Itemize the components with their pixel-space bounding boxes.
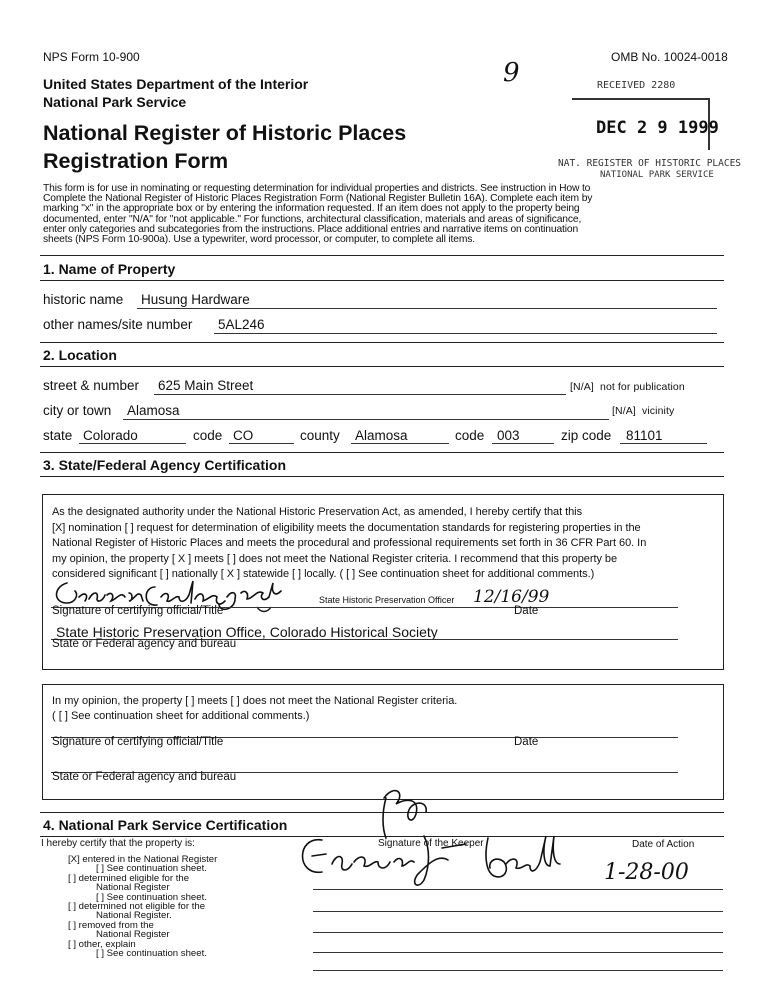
sho-date-label: Date — [514, 605, 539, 617]
section2-heading: 2. Location — [43, 347, 117, 363]
stamp-line1: NAT. REGISTER OF HISTORIC PLACES — [558, 158, 742, 169]
option-entered-continuation[interactable]: [ ] See continuation sheet. — [96, 863, 207, 875]
instructions-line3: marking "x" in the appropriate box or by entering the information requested. If an item does not apply to the property being — [43, 203, 580, 215]
option-eligible-continuation[interactable]: [ ] See continuation sheet. — [96, 891, 207, 903]
stamp-line2: NATIONAL PARK SERVICE — [600, 170, 714, 180]
signature-label: Signature of certifying official/Title — [52, 605, 224, 617]
option-eligible[interactable]: [ ] determined eligible for the — [68, 872, 190, 884]
vicinity-label: vicinity — [642, 405, 675, 417]
state-value[interactable]: Colorado — [83, 428, 138, 443]
date-action-value[interactable]: 1-28-00 — [604, 860, 689, 885]
sho-date-value[interactable]: 12/16/99 — [473, 587, 550, 607]
keeper-line-1 — [313, 889, 723, 890]
county-underline — [351, 443, 449, 444]
city-label: city or town — [43, 403, 112, 418]
keeper-signature — [292, 778, 572, 894]
street-underline — [154, 394, 566, 395]
keeper-line-5 — [313, 970, 723, 971]
officer-title: State Historic Preservation Officer — [319, 595, 455, 605]
keeper-line-3 — [313, 932, 723, 933]
instructions-line1: This form is for use in nominating or requesting determination for individual properties and districts. See instruction in How to — [43, 183, 591, 194]
zip-value[interactable]: 81101 — [626, 428, 663, 443]
state-code-underline — [229, 443, 294, 444]
vicinity-na[interactable]: [N/A] — [612, 405, 636, 417]
option-other-continuation[interactable]: [ ] See continuation sheet. — [96, 948, 207, 960]
historic-name-label: historic name — [43, 292, 124, 307]
section2-bottom-rule — [40, 366, 724, 367]
cert-line3: National Register of Historic Places and meets the procedural and professional requirements set forth in 36 CFR Part 60. In — [52, 537, 647, 550]
section3-bottom-rule — [40, 476, 724, 477]
agency-value[interactable]: State Historic Preservation Office, Colorado Historical Society — [56, 624, 438, 640]
dept-line2: National Park Service — [43, 94, 187, 110]
form-title-line2: Registration Form — [43, 149, 229, 173]
opinion-line1: In my opinion, the property [ ] meets [ ] does not meet the National Register criteria. — [52, 695, 458, 707]
dept-line1: United States Department of the Interior — [43, 76, 309, 92]
zip-label: zip code — [561, 428, 612, 443]
city-value[interactable]: Alamosa — [127, 403, 180, 418]
street-label: street & number — [43, 378, 140, 393]
instructions-line4: documented, enter "N/A" for "not applicable." For functions, architectural classification, materials and areas of significance, — [43, 213, 582, 225]
county-code-label: code — [455, 428, 485, 443]
county-code-value[interactable]: 003 — [497, 428, 520, 443]
section3-top-rule — [40, 452, 724, 453]
historic-name-underline — [137, 308, 717, 309]
option-not-eligible-register: National Register. — [96, 910, 172, 922]
signature-label-2: Signature of certifying official/Title — [52, 736, 224, 748]
section1-top-rule — [40, 255, 724, 256]
county-code-underline — [492, 443, 554, 444]
option-removed-register: National Register — [96, 929, 170, 941]
section1-heading: 1. Name of Property — [43, 261, 176, 277]
cert-line4: my opinion, the property [ X ] meets [ ] does not meet the National Register criteria. I recommend that this property be — [52, 552, 618, 565]
handwritten-mark: 9 — [503, 58, 520, 88]
option-other[interactable]: [ ] other, explain — [68, 938, 136, 950]
other-names-underline — [214, 333, 717, 334]
keeper-line-4 — [313, 952, 723, 953]
agency-label-2: State or Federal agency and bureau — [52, 771, 237, 783]
keeper-label: Signature of the Keeper — [378, 838, 484, 849]
instructions-line2: Complete the National Register of Historic Places Registration Form (National Register Bulletin 16A). Complete each item by — [43, 193, 593, 205]
state-underline — [79, 443, 186, 444]
form-number: NPS Form 10-900 — [43, 50, 140, 64]
city-underline — [123, 419, 609, 420]
instructions-line5: enter only categories and subcategories from the instructions. Place additional entries and narrative items on continuation — [43, 223, 579, 235]
stamp-received: RECEIVED 2280 — [597, 80, 676, 91]
state-label: state — [43, 428, 73, 443]
nps-options — [68, 855, 217, 958]
omb-number: OMB No. 10024-0018 — [611, 50, 728, 64]
opinion-date-label: Date — [514, 736, 539, 748]
state-certification-box — [42, 494, 724, 670]
section4-heading: 4. National Park Service Certification — [43, 817, 288, 833]
other-names-label: other names/site number — [43, 317, 193, 332]
date-action-label: Date of Action — [632, 839, 695, 850]
publication-na[interactable]: [N/A] — [570, 381, 594, 393]
cert-line1: As the designated authority under the National Historic Preservation Act, as amended, I hereby certify that this — [52, 506, 583, 518]
state-code-label: code — [193, 428, 223, 443]
option-eligible-register: National Register — [96, 882, 170, 894]
county-value[interactable]: Alamosa — [355, 428, 408, 443]
state-code-value[interactable]: CO — [233, 428, 254, 443]
keeper-line-2 — [313, 911, 723, 912]
option-entered[interactable]: [X] entered in the National Register — [68, 854, 218, 865]
publication-label: not for publication — [600, 381, 685, 393]
section2-top-rule — [40, 342, 724, 343]
form-title-line1: National Register of Historic Places — [43, 121, 407, 145]
cert-line2: [X] nomination [ ] request for determination of eligibility meets the documentation standards for registering properties in the — [52, 521, 641, 534]
certification-text — [52, 505, 646, 583]
other-names-value[interactable]: 5AL246 — [218, 317, 265, 332]
opinion-line2: ( [ ] See continuation sheet for additional comments.) — [52, 710, 310, 722]
option-not-eligible[interactable]: [ ] determined not eligible for the — [68, 901, 206, 913]
section1-bottom-rule — [40, 280, 724, 281]
section3-heading: 3. State/Federal Agency Certification — [43, 457, 286, 473]
instructions-line6: sheets (NPS Form 10-900a). Use a typewriter, word processor, or computer, to complete all items. — [43, 234, 475, 246]
county-label: county — [300, 428, 340, 443]
zip-underline — [620, 443, 707, 444]
stamp-date: DEC 2 9 1999 — [596, 118, 719, 138]
historic-name-value[interactable]: Husung Hardware — [141, 292, 250, 307]
option-removed[interactable]: [ ] removed from the — [68, 919, 154, 931]
cert-line5: considered significant [ ] nationally [ X ] statewide [ ] locally. ( [ ] See continuation sheet for additional comments.) — [52, 568, 595, 581]
street-value[interactable]: 625 Main Street — [158, 378, 254, 393]
agency-label: State or Federal agency and bureau — [52, 638, 237, 650]
certify-label: I hereby certify that the property is: — [41, 838, 195, 849]
instructions — [43, 184, 592, 245]
